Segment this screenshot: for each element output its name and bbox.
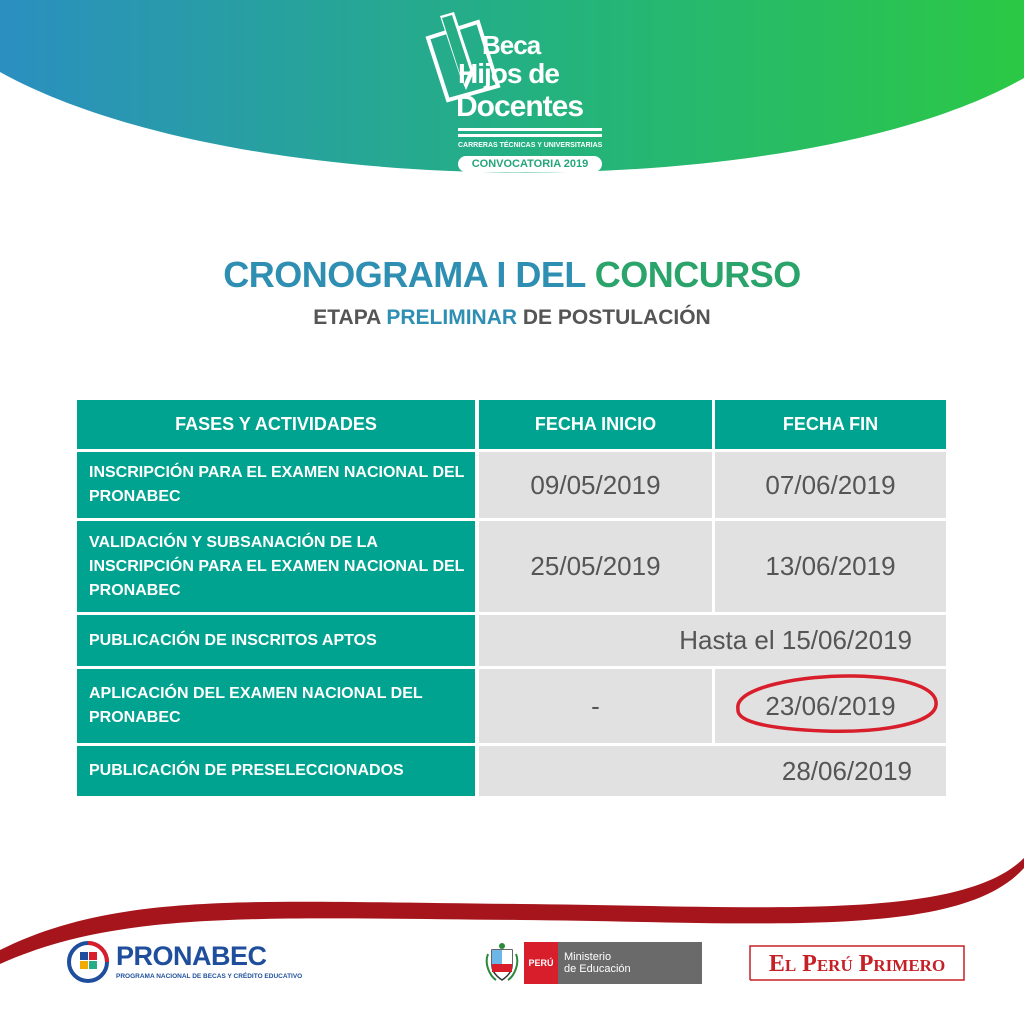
row-activity: VALIDACIÓN Y SUBSANACIÓN DE LA INSCRIPCIÓN PARA EL EXAMEN NACIONAL DEL PRONABEC xyxy=(77,521,475,612)
row-start-date: 25/05/2019 xyxy=(479,521,712,612)
page-subtitle-part-1: ETAPA xyxy=(313,306,387,329)
minedu-logo xyxy=(484,940,704,988)
pronabec-logo xyxy=(66,938,303,988)
row-merged-date: 28/06/2019 xyxy=(479,746,946,796)
footer-band xyxy=(0,840,1024,1024)
row-start-date: 09/05/2019 xyxy=(479,452,712,518)
brand-line-2: Hijos de xyxy=(458,58,559,89)
row-activity: PUBLICACIÓN DE PRESELECCIONADOS xyxy=(77,746,475,796)
row-start-date: - xyxy=(479,669,712,743)
slogan-text: El Perú Primero xyxy=(768,951,946,977)
row-activity: INSCRIPCIÓN PARA EL EXAMEN NACIONAL DEL PRONABEC xyxy=(77,452,475,518)
peru-label: PERÚ xyxy=(524,942,558,984)
ministry-line-2: de Educación xyxy=(564,963,631,975)
header-phases: FASES Y ACTIVIDADES xyxy=(77,400,475,449)
page-subtitle-highlight: PRELIMINAR xyxy=(386,306,518,329)
row-activity: PUBLICACIÓN DE INSCRITOS APTOS xyxy=(77,615,475,666)
brand-rule xyxy=(458,134,602,137)
row-activity: APLICACIÓN DEL EXAMEN NACIONAL DEL PRONABEC xyxy=(77,669,475,743)
page-title xyxy=(0,254,1024,296)
ministry-line-1: Ministerio xyxy=(564,951,612,963)
pronabec-name: PRONABEC xyxy=(116,941,267,971)
brand-line-1: Beca xyxy=(482,30,541,60)
el-peru-primero-logo xyxy=(748,944,966,982)
row-end-date: 07/06/2019 xyxy=(715,452,946,518)
beca-hijos-de-docentes-logo xyxy=(420,8,620,173)
brand-tagline: CARRERAS TÉCNICAS Y UNIVERSITARIAS xyxy=(458,142,603,149)
page-subtitle-part-2: DE POSTULACIÓN xyxy=(517,306,711,329)
page-title-part-1: CRONOGRAMA I DEL xyxy=(223,254,595,295)
page-subtitle xyxy=(0,306,1024,330)
row-end-date: 13/06/2019 xyxy=(715,521,946,612)
convocatoria-badge: CONVOCATORIA 2019 xyxy=(458,156,602,172)
peru-coat-of-arms-icon xyxy=(484,940,520,984)
pronabec-emblem-icon xyxy=(66,940,110,984)
highlight-circle xyxy=(724,669,944,739)
pronabec-description: PROGRAMA NACIONAL DE BECAS Y CRÉDITO EDUCATIVO xyxy=(116,973,303,980)
brand-line-3: Docentes xyxy=(456,90,584,123)
row-merged-date: Hasta el 15/06/2019 xyxy=(479,615,946,666)
brand-rule xyxy=(458,128,602,131)
row-end-date: 23/06/2019 xyxy=(715,669,946,743)
page-title-part-2: CONCURSO xyxy=(594,254,801,295)
ministry-name xyxy=(558,942,702,984)
header-start-date: FECHA INICIO xyxy=(479,400,712,449)
header-end-date: FECHA FIN xyxy=(715,400,946,449)
